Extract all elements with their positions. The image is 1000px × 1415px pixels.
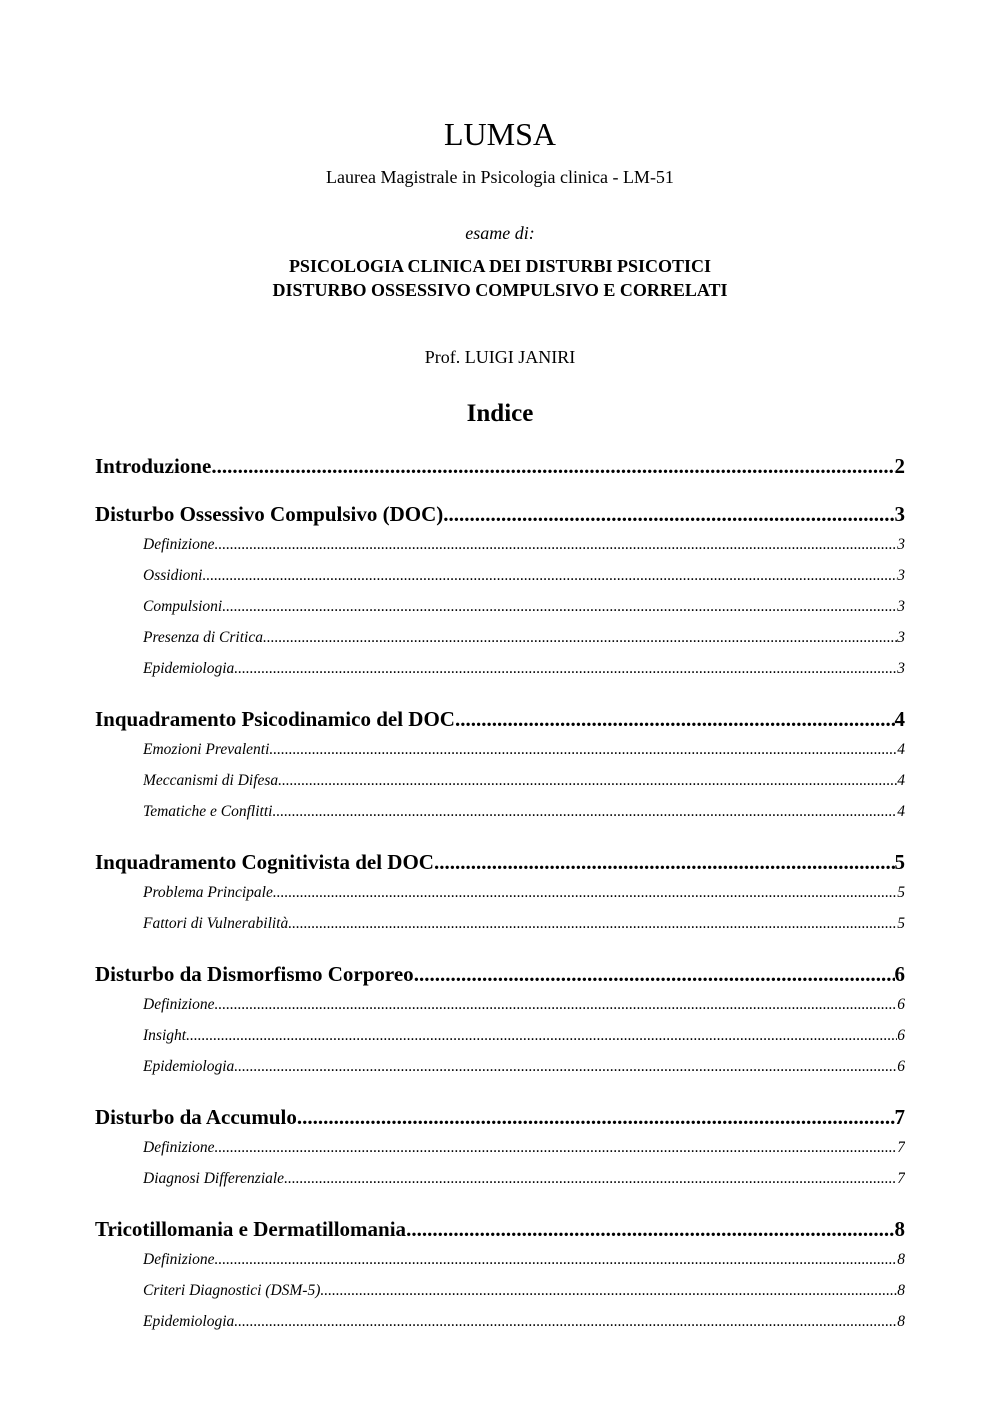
toc-dot-leader bbox=[214, 994, 897, 1016]
toc-entry-title: Diagnosi Differenziale bbox=[143, 1170, 285, 1187]
toc-subsection[interactable] bbox=[143, 1311, 905, 1333]
toc-page-number: 6 bbox=[897, 1058, 905, 1075]
toc-page-number: 7 bbox=[897, 1139, 905, 1156]
toc-entry-title: Definizione bbox=[143, 536, 215, 553]
toc-section-6[interactable] bbox=[95, 1215, 905, 1243]
toc-page-number: 3 bbox=[894, 502, 905, 526]
toc-entry-title: Insight bbox=[143, 1027, 187, 1044]
toc-page-number: 8 bbox=[897, 1282, 905, 1299]
toc-dot-leader bbox=[278, 770, 897, 792]
exam-label: esame di: bbox=[465, 223, 535, 243]
index-title: Indice bbox=[466, 400, 534, 427]
toc-page-number: 7 bbox=[897, 1170, 905, 1187]
toc-dot-leader bbox=[234, 1056, 897, 1078]
toc-page-number: 5 bbox=[897, 915, 905, 932]
toc-page-number: 3 bbox=[897, 536, 905, 553]
toc-subsection[interactable] bbox=[143, 1025, 905, 1047]
toc-dot-leader bbox=[406, 1215, 894, 1243]
toc-dot-leader bbox=[263, 627, 897, 649]
toc-section-2[interactable] bbox=[95, 705, 905, 733]
toc-subsection[interactable] bbox=[143, 1137, 905, 1159]
toc-page-number: 3 bbox=[897, 598, 905, 615]
toc-dot-leader bbox=[455, 705, 895, 733]
toc-section-5[interactable] bbox=[95, 1103, 905, 1131]
toc-entry-title: Disturbo Ossessivo Compulsivo (DOC) bbox=[95, 502, 444, 526]
toc-page-number: 8 bbox=[894, 1217, 905, 1241]
toc-entry-title: Disturbo da Accumulo bbox=[95, 1105, 297, 1129]
toc-page-number: 3 bbox=[897, 629, 905, 646]
toc-entry-title: Introduzione bbox=[95, 454, 212, 478]
toc-subsection[interactable] bbox=[143, 627, 905, 649]
toc-entry-title: Fattori di Vulnerabilità bbox=[143, 915, 289, 932]
toc-subsection[interactable] bbox=[143, 1056, 905, 1078]
toc-dot-leader bbox=[320, 1280, 897, 1302]
toc-subsection[interactable] bbox=[143, 739, 905, 761]
toc-entry-title: Ossidioni bbox=[143, 567, 203, 584]
toc-page-number: 5 bbox=[894, 850, 905, 874]
course-title-line-2: DISTURBO OSSESSIVO COMPULSIVO E CORRELATI bbox=[272, 280, 728, 300]
toc-entry-title: Definizione bbox=[143, 1251, 215, 1268]
toc-entry-title: Epidemiologia bbox=[143, 1313, 235, 1330]
toc-subsection[interactable] bbox=[143, 1249, 905, 1271]
toc-dot-leader bbox=[214, 1137, 897, 1159]
toc-subsection[interactable] bbox=[143, 882, 905, 904]
toc-entry-title: Epidemiologia bbox=[143, 1058, 235, 1075]
toc-dot-leader bbox=[414, 960, 895, 988]
toc-entry-title: Criteri Diagnostici (DSM-5) bbox=[143, 1282, 321, 1299]
toc-subsection[interactable] bbox=[143, 596, 905, 618]
toc-dot-leader bbox=[434, 848, 895, 876]
toc-dot-leader bbox=[269, 739, 897, 761]
toc-dot-leader bbox=[214, 1249, 897, 1271]
toc-entry-title: Compulsioni bbox=[143, 598, 223, 615]
toc-dot-leader bbox=[273, 882, 897, 904]
toc-page-number: 3 bbox=[897, 660, 905, 677]
toc-entry-title: Inquadramento Psicodinamico del DOC bbox=[95, 707, 455, 731]
toc-dot-leader bbox=[288, 913, 897, 935]
toc-entry-title: Presenza di Critica bbox=[143, 629, 263, 646]
toc-page-number: 7 bbox=[894, 1105, 905, 1129]
toc-page-number: 6 bbox=[897, 1027, 905, 1044]
toc-dot-leader bbox=[443, 500, 894, 528]
toc-page-number: 4 bbox=[897, 803, 905, 820]
toc-entry-title: Disturbo da Dismorfismo Corporeo bbox=[95, 962, 414, 986]
toc-dot-leader bbox=[284, 1168, 897, 1190]
toc-dot-leader bbox=[234, 658, 897, 680]
toc-subsection[interactable] bbox=[143, 801, 905, 823]
toc-subsection[interactable] bbox=[143, 770, 905, 792]
toc-subsection[interactable] bbox=[143, 565, 905, 587]
toc-subsection[interactable] bbox=[143, 658, 905, 680]
toc-section-0[interactable] bbox=[95, 452, 905, 480]
toc-page-number: 3 bbox=[897, 567, 905, 584]
toc-section-3[interactable] bbox=[95, 848, 905, 876]
toc-entry-title: Definizione bbox=[143, 1139, 215, 1156]
toc-entry-title: Emozioni Prevalenti bbox=[143, 741, 270, 758]
toc-subsection[interactable] bbox=[143, 1280, 905, 1302]
toc-page-number: 2 bbox=[894, 454, 905, 478]
toc-dot-leader bbox=[234, 1311, 897, 1333]
toc-entry-title: Tricotillomania e Dermatillomania bbox=[95, 1217, 407, 1241]
toc-subsection[interactable] bbox=[143, 994, 905, 1016]
toc-page-number: 4 bbox=[897, 772, 905, 789]
toc-dot-leader bbox=[214, 534, 897, 556]
toc-subsection[interactable] bbox=[143, 1168, 905, 1190]
course-title-line-1: PSICOLOGIA CLINICA DEI DISTURBI PSICOTICI bbox=[288, 256, 712, 276]
toc-entry-title: Definizione bbox=[143, 996, 215, 1013]
institution-name: LUMSA bbox=[443, 116, 556, 152]
toc-entry-title: Problema Principale bbox=[143, 884, 273, 901]
toc-page-number: 4 bbox=[894, 707, 905, 731]
toc-page-number: 8 bbox=[897, 1313, 905, 1330]
toc-page-number: 6 bbox=[897, 996, 905, 1013]
toc-dot-leader bbox=[297, 1103, 895, 1131]
toc-dot-leader bbox=[272, 801, 897, 823]
toc-subsection[interactable] bbox=[143, 534, 905, 556]
toc-entry-title: Tematiche e Conflitti bbox=[143, 803, 273, 820]
toc-entry-title: Epidemiologia bbox=[143, 660, 235, 677]
toc-dot-leader bbox=[186, 1025, 897, 1047]
degree-title: Laurea Magistrale in Psicologia clinica - LM-51 bbox=[326, 167, 674, 187]
toc-dot-leader bbox=[202, 565, 897, 587]
toc-page-number: 6 bbox=[894, 962, 905, 986]
toc-dot-leader bbox=[222, 596, 897, 618]
toc-subsection[interactable] bbox=[143, 913, 905, 935]
toc-section-1[interactable] bbox=[95, 500, 905, 528]
professor-name: Prof. LUIGI JANIRI bbox=[424, 347, 576, 367]
toc-entry-title: Inquadramento Cognitivista del DOC bbox=[95, 850, 434, 874]
toc-section-4[interactable] bbox=[95, 960, 905, 988]
toc-dot-leader bbox=[211, 452, 894, 480]
toc-page-number: 5 bbox=[897, 884, 905, 901]
toc-entry-title: Meccanismi di Difesa bbox=[143, 772, 279, 789]
toc-page-number: 8 bbox=[897, 1251, 905, 1268]
toc-page-number: 4 bbox=[897, 741, 905, 758]
